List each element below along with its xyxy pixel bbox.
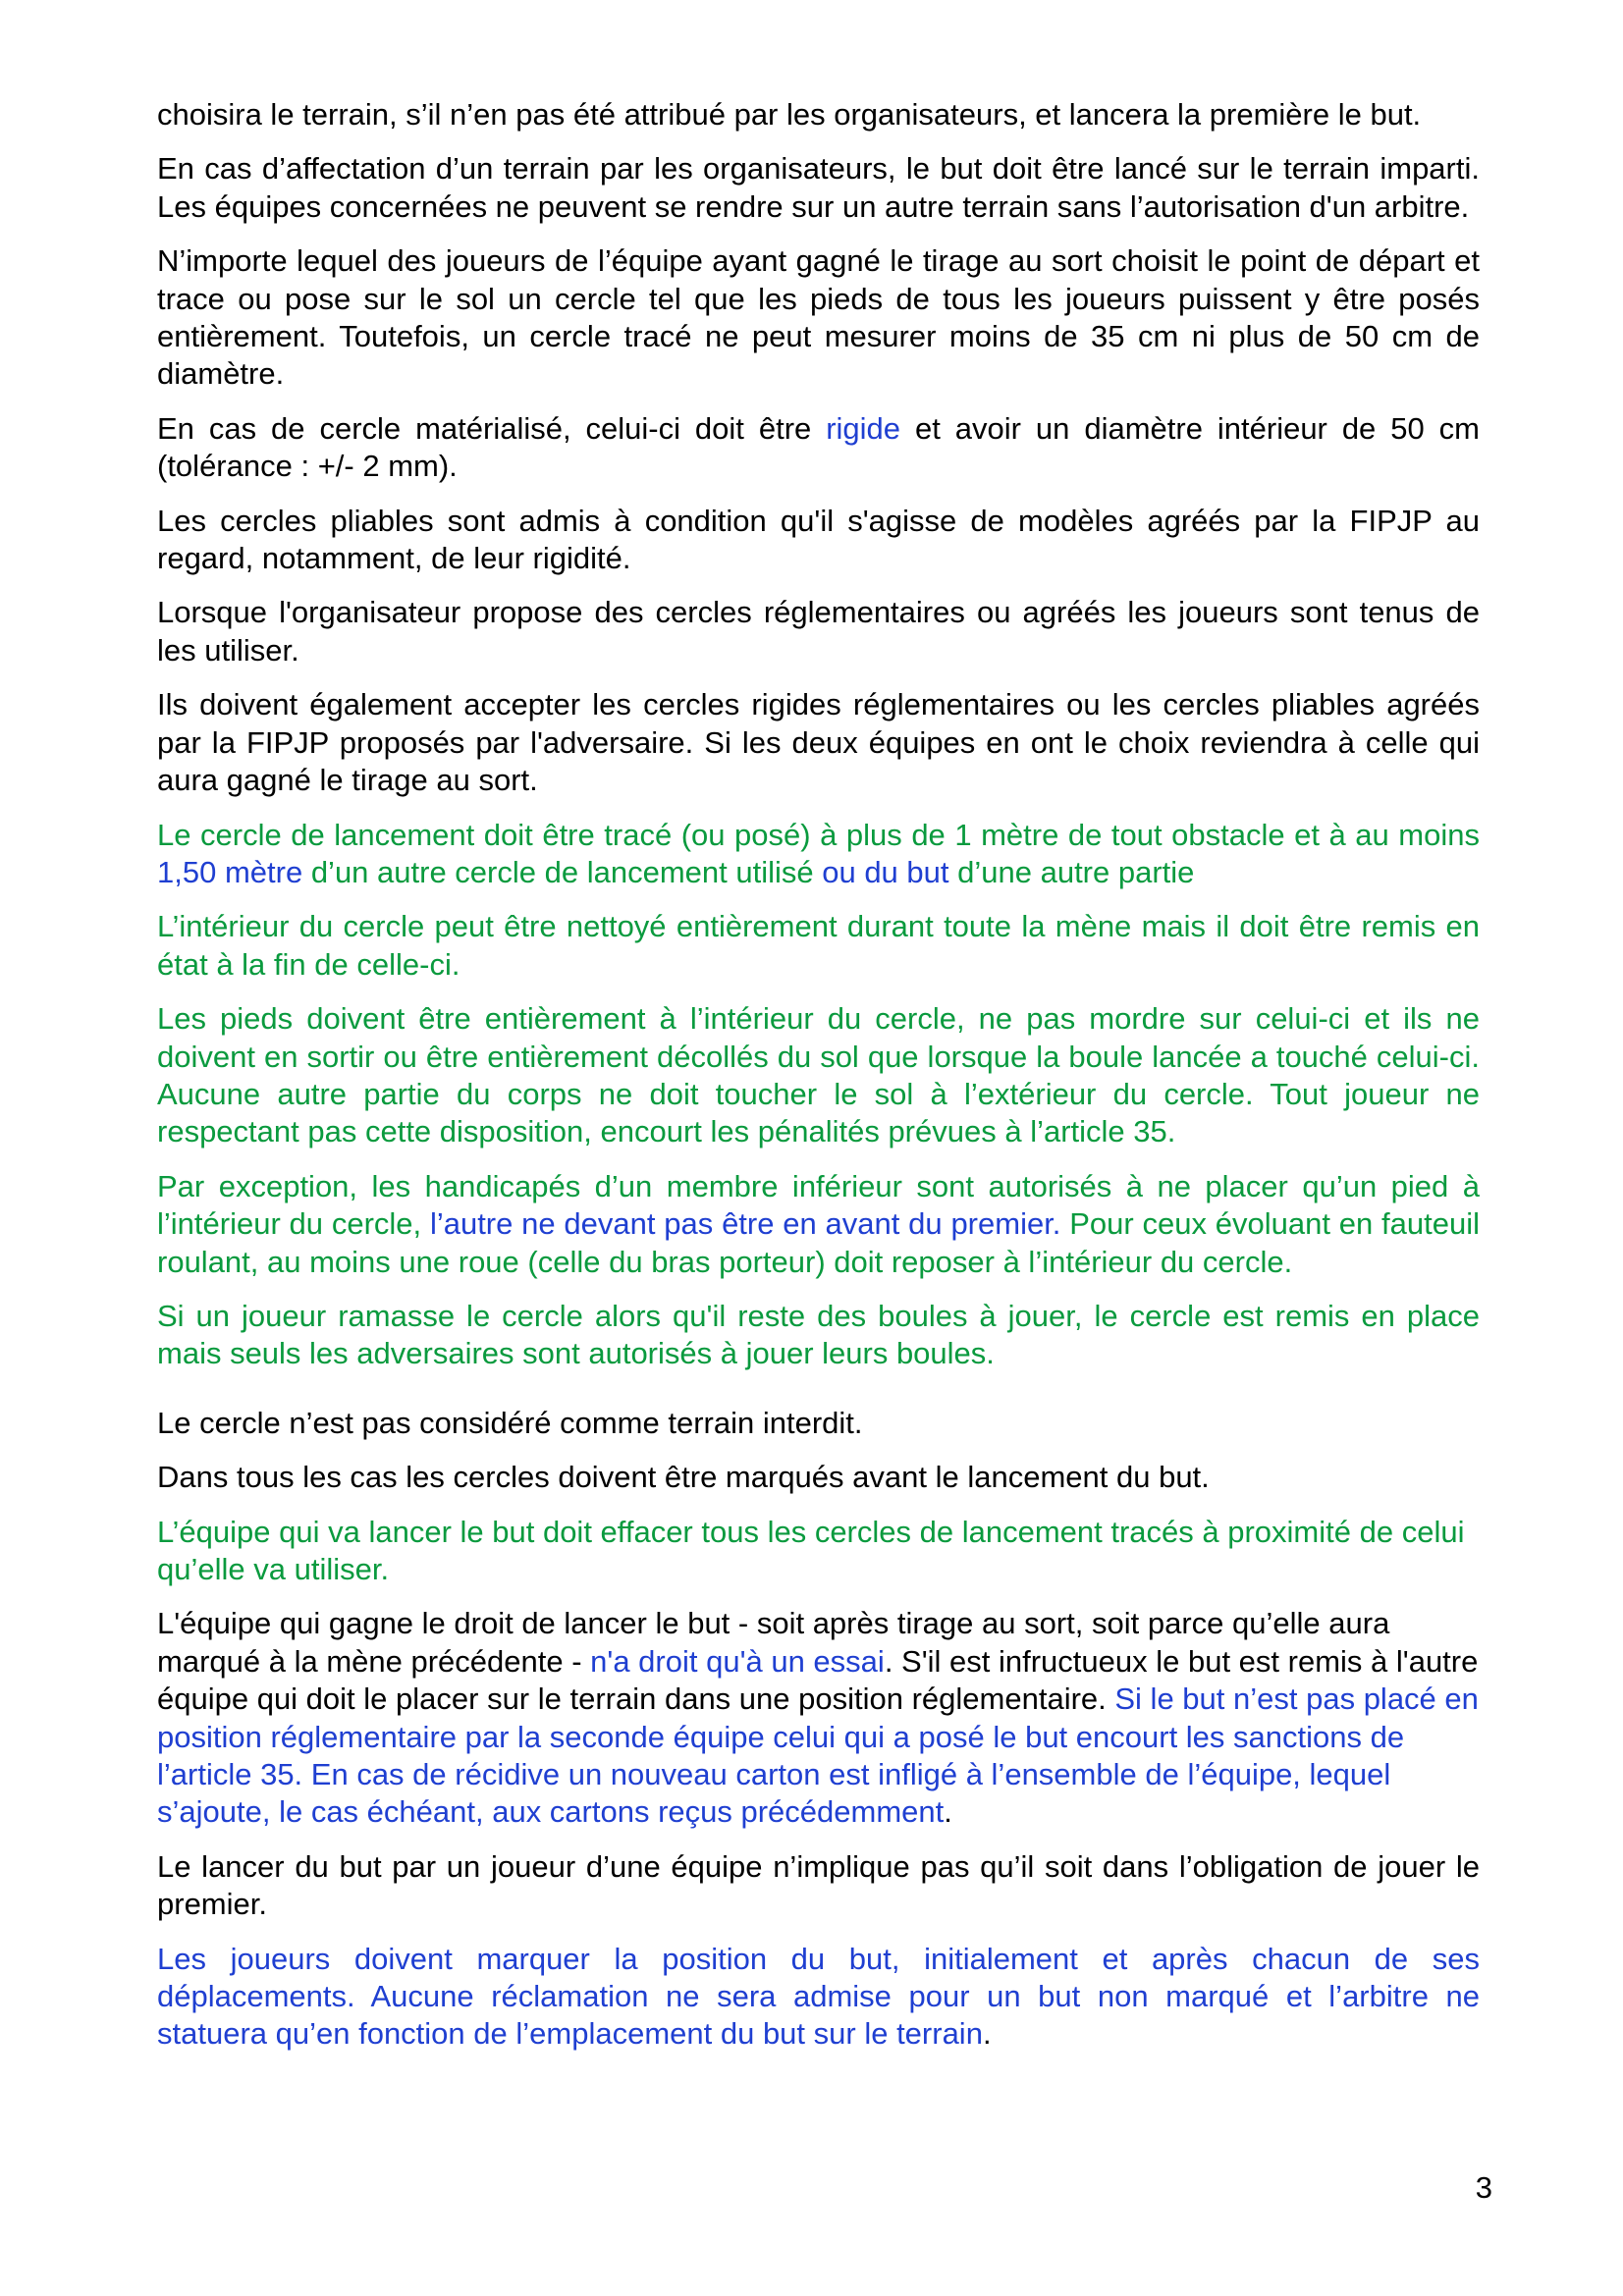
paragraph: [157, 242, 1480, 394]
text-segment-black: .: [944, 1794, 952, 1830]
text-segment-black: L'équipe qui gagne le droit de lancer le but - soit après tirage au sort, soit parce qu’elle aura marqué à la mène précédente -: [157, 1606, 1390, 1679]
text-segment-black: Les cercles pliables sont admis à condition qu'il s'agisse de modèles agréés par la FIPJP au regard, notamment, de leur rigidité.: [157, 503, 1480, 576]
paragraph: [157, 1459, 1480, 1496]
text-segment-black: Lorsque l'organisateur propose des cercles réglementaires ou agréés les joueurs sont tenus de les utiliser.: [157, 595, 1480, 667]
paragraph: [157, 594, 1480, 669]
text-segment-black: N’importe lequel des joueurs de l’équipe ayant gagné le tirage au sort choisit le point de départ et trace ou pose sur le sol un cercle tel que les pieds de tous les joueurs puissent y être posés entièrement. Toutefois, un cercle tracé ne peut mesurer moins de 35 cm ni plus de 50 cm de diamètre.: [157, 243, 1480, 392]
paragraph: [157, 150, 1480, 226]
text-segment-green: d’une autre partie: [948, 854, 1195, 889]
paragraph: [157, 1405, 1480, 1442]
page-number: 3: [1475, 2170, 1492, 2205]
paragraph: [157, 1848, 1480, 1924]
paragraph: [157, 503, 1480, 578]
text-segment-black: Le cercle n’est pas considéré comme terrain interdit.: [157, 1405, 863, 1440]
text-segment-black: Ils doivent également accepter les cercles rigides réglementaires ou les cercles pliables agréés par la FIPJP proposés par l'adversaire. Si les deux équipes en ont le choix reviendra à celle qui aura gagné le tirage au sort.: [157, 687, 1480, 798]
text-segment-green: Les pieds doivent être entièrement à l’intérieur du cercle, ne pas mordre sur celui-ci et ils ne doivent en sortir ou être entièrement décollés du sol que lorsque la boule lancée a touché celui-ci. Aucune autre partie du corps ne doit toucher le sol à l’extérieur du cercle. Tout joueur ne respectant pas cette disposition, encourt les pénalités prévues à l’article 35.: [157, 1001, 1480, 1149]
text-segment-black: choisira le terrain, s’il n’en pas été attribué par les organisateurs, et lancera la première le but.: [157, 97, 1422, 132]
text-segment-blue: ou du but: [822, 854, 949, 889]
text-segment-green: Par exception, les handicapés d’un membre inférieur sont autorisés à ne placer qu’un pied à l’intérieur du cercle,: [157, 1168, 1480, 1242]
text-segment-green: Si un joueur ramasse le cercle alors qu'il reste des boules à jouer, le cercle est remis en place mais seuls les adversaires sont autorisés à jouer leurs boules.: [157, 1298, 1480, 1371]
text-segment-green: Le cercle de lancement doit être tracé (ou posé) à plus de 1 mètre de tout obstacle et à au moins: [157, 817, 1480, 852]
paragraph: [157, 908, 1480, 984]
paragraph: [157, 1941, 1480, 2054]
text-segment-black: Dans tous les cas les cercles doivent être marqués avant le lancement du but.: [157, 1460, 1210, 1495]
text-segment-black: .: [982, 2016, 992, 2052]
text-segment-black: En cas de cercle matérialisé, celui-ci doit être: [157, 410, 827, 446]
text-segment-black: Le lancer du but par un joueur d’une équipe n’implique pas qu’il soit dans l’obligation de jouer le premier.: [157, 1848, 1480, 1922]
text-segment-green: L’intérieur du cercle peut être nettoyé entièrement durant toute la mène mais il doit être remis en état à la fin de celle-ci.: [157, 909, 1480, 982]
paragraph: [157, 96, 1480, 133]
paragraph: [157, 1000, 1480, 1151]
body-text: [157, 96, 1480, 2070]
paragraph: [157, 817, 1480, 892]
text-segment-green: d’un autre cercle de lancement utilisé: [302, 854, 823, 889]
text-segment-blue: l’autre ne devant pas être en avant du premier.: [429, 1206, 1061, 1242]
text-segment-green: Pour ceux évoluant en fauteuil roulant, au moins une roue (celle du bras porteur) doit reposer à l’intérieur du cercle.: [157, 1206, 1480, 1279]
text-segment-green: L’équipe qui va lancer le but doit effacer tous les cercles de lancement tracés à proximité de celui qu’elle va utiliser.: [157, 1514, 1465, 1586]
text-segment-blue: n'a droit qu'à un essai: [590, 1643, 885, 1679]
text-segment-blue: rigide: [826, 410, 901, 446]
paragraph: [157, 1298, 1480, 1373]
paragraph: [157, 686, 1480, 799]
paragraph: [157, 1168, 1480, 1281]
text-segment-blue: Les joueurs doivent marquer la position du but, initialement et après chacun de ses déplacements. Aucune réclamation ne sera admise pour un but non marqué et l’arbitre ne statuera qu’en fonction de l’emplacement du but sur le terrain: [157, 1941, 1480, 2052]
paragraph: [157, 410, 1480, 486]
text-segment-black: . S'il est infructueux le but est remis à l'autre équipe qui doit le placer sur le terrain dans une position réglementaire.: [157, 1643, 1479, 1717]
paragraph: [157, 1514, 1480, 1589]
text-segment-blue: Si le but n’est pas placé en position réglementaire par la seconde équipe celui qui a posé le but encourt les sanctions de l’article 35. En cas de récidive un nouveau carton est infligé à l’ensemble de l’équipe, lequel s’ajoute, le cas échéant, aux cartons reçus précédemment: [157, 1682, 1479, 1830]
text-segment-blue: 1,50 mètre: [157, 854, 303, 889]
text-segment-black: et avoir un diamètre intérieur de 50 cm (tolérance : +/- 2 mm).: [157, 410, 1480, 484]
text-segment-black: En cas d’affectation d’un terrain par les organisateurs, le but doit être lancé sur le terrain imparti. Les équipes concernées ne peuvent se rendre sur un autre terrain sans l’autorisation d'un arbitre.: [157, 151, 1480, 224]
paragraph: [157, 1605, 1480, 1831]
